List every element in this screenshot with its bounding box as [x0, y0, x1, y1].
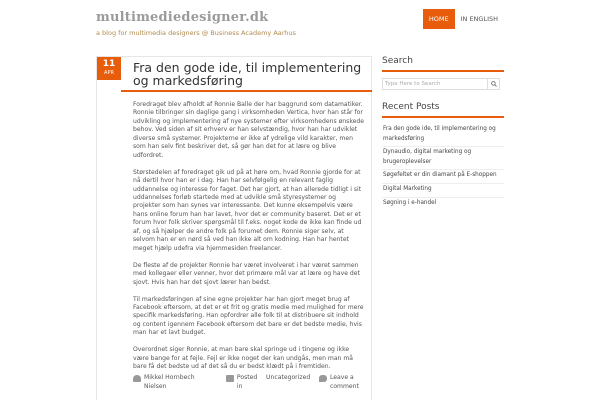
- date-month: APR: [104, 70, 114, 76]
- recent-post-link[interactable]: Søgefeltet er din diamant på E-shoppen: [382, 170, 504, 184]
- recent-posts-widget: [382, 102, 504, 210]
- post-paragraph: Overordnet siger Ronnie, at man bare skal springe ud i tingene og ikke være bange for at fejle. Fejl er ikke noget der kan undgås, men man må bare få det bedste ud af det så du er bedst klædt på i fremtiden.: [133, 346, 354, 371]
- sidebar: [382, 56, 504, 210]
- search-widget-title: Search: [382, 56, 413, 66]
- post-body: [133, 101, 365, 380]
- search-box: [382, 78, 500, 90]
- author-link[interactable]: Mikkel Hornbech Nielsen: [144, 374, 195, 390]
- post-meta: [133, 374, 367, 391]
- author-icon: [133, 375, 141, 382]
- title-divider: [121, 90, 372, 92]
- search-widget-divider: [382, 70, 504, 72]
- posted-in-label: Posted in: [236, 374, 258, 390]
- nav-item-in-english[interactable]: IN ENGLISH: [460, 15, 498, 23]
- recent-post-link[interactable]: Dynaudio, digital marketing og brugeroplevelser: [382, 147, 504, 170]
- comment-icon: [319, 375, 327, 382]
- folder-icon: [226, 375, 234, 382]
- nav-item-home[interactable]: HOME: [423, 9, 455, 29]
- recent-post-link[interactable]: Digital Marketing: [382, 184, 504, 198]
- post-paragraph: Foredraget blev afholdt af Ronnie Balle der har baggrund som datamatiker. Ronnie tilbringer sin daglige gang i virksomheden Vertica, hvor han står for udvikling og implementering af nye systemer efter virksomhedens ønskede behov. Ved siden af sit erhverv er han selvstændig, hvor han har udviklet diverse små systemer. Projekterne er ikke af ydrelige vild karakter, men som han selv fint beskriver det, så gør han det for at lære og blive udfordret.: [133, 101, 365, 159]
- search-input[interactable]: [383, 79, 487, 89]
- recent-post-link[interactable]: Søgning i e-handel: [383, 199, 437, 206]
- leave-comment-link[interactable]: Leave a comment: [329, 374, 359, 390]
- post-card: [96, 56, 372, 400]
- search-button[interactable]: [487, 79, 499, 89]
- recent-post-link[interactable]: Fra den gode ide, til implementering og markedsføring: [382, 124, 504, 147]
- date-day: 11: [102, 59, 116, 69]
- date-badge: [97, 57, 121, 80]
- site-tagline: a blog for multimedia designers @ Business Academy Aarhus: [96, 29, 296, 37]
- site-header: [96, 10, 504, 50]
- main-nav: [423, 9, 504, 29]
- site-title[interactable]: multimediedesigner.dk: [96, 10, 269, 25]
- recent-posts-title: Recent Posts: [382, 102, 440, 112]
- search-icon: [491, 81, 497, 87]
- post-paragraph: De fleste af de projekter Ronnie har været involveret i har været sammen med kollegaer eller venner, hvor det primære mål var at lære og have det sjovt. Hvis han har det sjovt lærer han bedst.: [133, 261, 360, 286]
- post-paragraph: Til markedsføringen af sine egne projekter har han gjort meget brug af Facebook eftersom, at det er et frit og gratis medie med mulighed for mere specifik markedsføring. Han opfordrer alle folk til at distribuere sit indhold og content igennem Facebook eftersom det bare er det bedste medie, hvis man har et lavt budget.: [133, 295, 364, 337]
- recent-posts-divider: [382, 116, 504, 118]
- category-link[interactable]: Uncategorized: [266, 374, 311, 381]
- post-title[interactable]: Fra den gode ide, til implementering og markedsføring: [133, 60, 362, 88]
- post-paragraph: Størstedelen af foredraget gik ud på at høre om, hvad Ronnie gjorde for at nå dertil hvor han er i dag. Han har selvfølgelig en relevant faglig uddannelse og interesse for faget. Det har gjort, at han allerede tidligt i sit uddannelses forløb startede med at udvikle små styresystemer og projekter som han synes var interessante. Det kunne eksempelvis være hans online forum han har lavet, hvor det er community baseret. Det er et forum hvor folk skriver spørgsmål til f.eks. noget kode de ikke kan finde ud af, og så hjælper de andre folk på forumet dem. Ronnie siger selv, at selvom han er en nørd så ved han ikke alt om kodning. Han har hentet meget hjælp udefra via hjemmesiden freelancer.: [133, 168, 362, 252]
